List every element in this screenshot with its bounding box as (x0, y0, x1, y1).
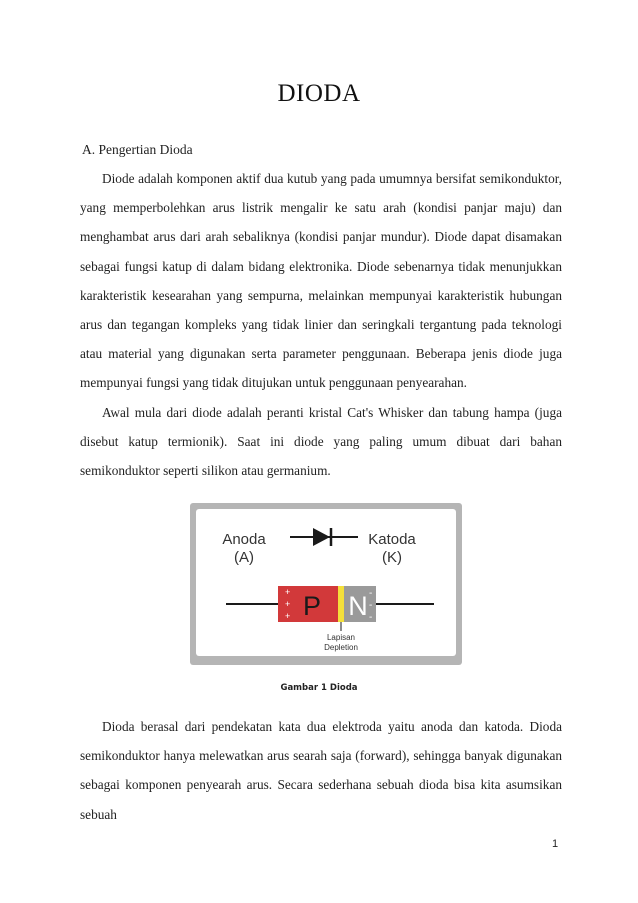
diode-figure (190, 503, 462, 665)
cathode-label: Katoda (368, 531, 416, 548)
depletion-layer (338, 586, 344, 622)
paragraph: Dioda berasal dari pendekatan kata dua elektroda yaitu anoda dan katoda. Dioda semikonduktor hanya melewatkan arus searah saja (forward), sehingga banyak digunakan sebagai komponen penyearah arus. Secara sederhana sebuah dioda bisa kita asumsikan sebuah (80, 719, 562, 822)
paragraph: Diode adalah komponen aktif dua kutub yang pada umumnya bersifat semikonduktor, yang memperbolehkan arus listrik mengalir ke satu arah (kondisi panjar maju) dan menghambat arus dari arah sebaliknya (kondisi panjar mundur). Diode dapat disamakan sebagai fungsi katup di dalam bidang elektronika. Diode sebenarnya tidak menunjukkan karakteristik kesearahan yang sempurna, melainkan mempunyai karakteristik hubungan arus dan tegangan kompleks yang tidak linier dan seringkali tergantung pada teknologi atau material yang digunakan serta parameter penggunaan. Beberapa jenis diode juga mempunyai fungsi yang tidak ditujukan untuk penggunaan penyearahan. (80, 171, 562, 391)
depletion-label-line2: Depletion (324, 643, 358, 652)
section-heading: A. Pengertian Dioda (82, 142, 193, 157)
page-title: DIODA (277, 80, 361, 107)
anode-symbol: (A) (234, 549, 254, 566)
n-label: N (348, 591, 368, 621)
paragraph: Awal mula dari diode adalah peranti kristal Cat's Whisker dan tabung hampa (juga disebut katup termionik). Saat ini diode yang paling umum dibuat dari bahan semikonduktor seperti silikon atau germanium. (80, 405, 562, 479)
plus-sign: + (285, 599, 291, 609)
figure-caption: Gambar 1 Dioda (280, 683, 358, 693)
diode-figure-card (196, 509, 456, 656)
p-label: P (302, 591, 322, 621)
anode-label: Anoda (222, 531, 266, 548)
cathode-symbol: (K) (382, 549, 402, 566)
depletion-label-line1: Lapisan (326, 633, 356, 642)
diode-symbol-icon (290, 528, 358, 546)
page-number: 1 (552, 838, 559, 850)
plus-sign: + (285, 587, 291, 597)
plus-sign: + (285, 611, 291, 621)
minus-sign: - (369, 588, 373, 599)
minus-sign: - (369, 612, 373, 623)
minus-sign: - (369, 600, 373, 611)
diode-diagram (196, 509, 456, 656)
